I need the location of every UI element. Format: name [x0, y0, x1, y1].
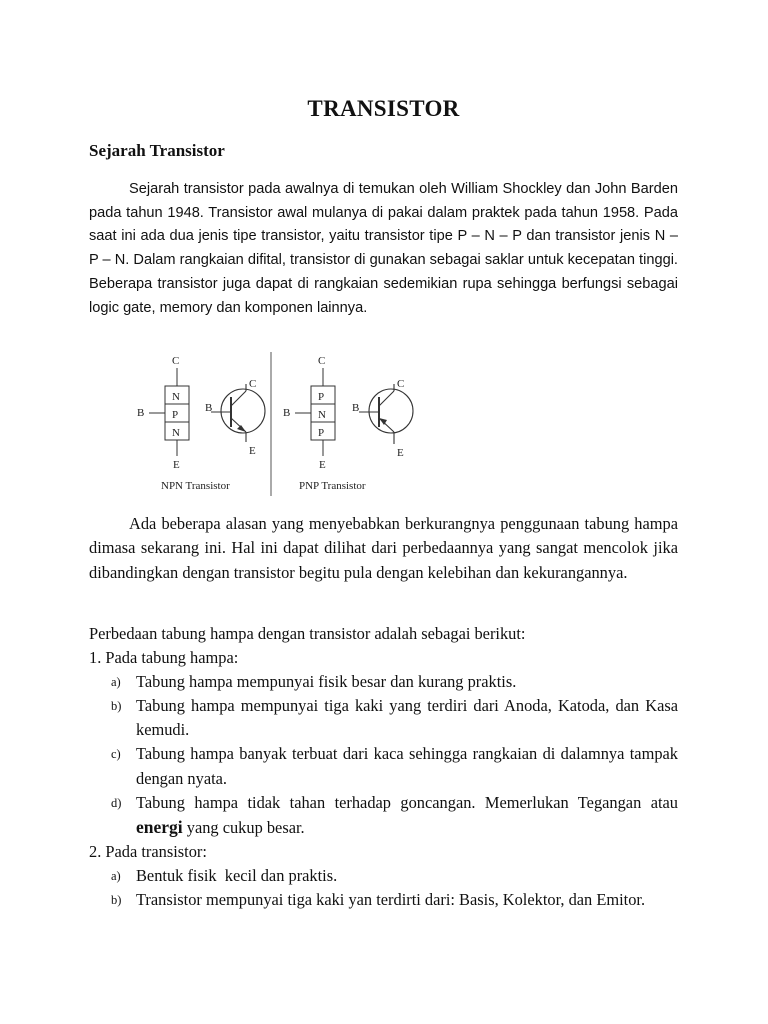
list-item-text: Tabung hampa banyak terbuat dari kaca sehingga rangkaian di dalamnya tampak dengan nyata. — [136, 744, 678, 788]
list-item-text: Transistor mempunyai tiga kaki yan terdirti dari: Basis, Kolektor, dan Emitor. — [136, 890, 646, 910]
pnp-layer-2: N — [318, 409, 326, 421]
npn-layer-3: N — [172, 427, 180, 439]
section-heading: Sejarah Transistor — [89, 141, 225, 160]
list-marker: a) — [111, 675, 121, 690]
npn-layer-block — [149, 368, 189, 456]
npn-terminal-e: E — [173, 459, 180, 471]
list-item — [89, 864, 678, 888]
npn-caption: NPN Transistor — [161, 480, 230, 492]
list-item — [89, 888, 678, 912]
list-item-text-after: yang cukup besar. — [182, 817, 305, 837]
group-heading-transistor: 2. Pada transistor: — [89, 841, 207, 861]
pnp-layer-1: P — [318, 391, 325, 403]
pnp-terminal-b: B — [283, 407, 291, 419]
npn-symbol-b: B — [205, 402, 213, 414]
pnp-layer-block — [295, 368, 335, 456]
list-item-text-before: Tabung hampa tidak tahan terhadap goncangan. Memerlukan Tegangan atau — [136, 792, 678, 812]
npn-emitter-arrow-icon — [237, 425, 246, 432]
pnp-layer-3: P — [318, 427, 325, 439]
pnp-symbol-e: E — [397, 447, 404, 459]
pnp-terminal-e: E — [319, 459, 326, 471]
list-marker: a) — [111, 868, 121, 883]
bold-term: energi — [136, 816, 183, 837]
npn-terminal-c: C — [172, 355, 180, 367]
list-item — [89, 694, 678, 742]
pnp-symbol-icon — [359, 384, 413, 444]
pnp-terminal-c: C — [318, 355, 326, 367]
list-item — [89, 791, 678, 840]
npn-layer-2: P — [172, 409, 179, 421]
intro-paragraph: Sejarah transistor pada awalnya di temukan oleh William Shockley dan John Barden pada tahun 1948. Transistor awal mulanya di pakai dalam praktek pada tahun 1958. Pada saat ini ada dua jenis tipe transistor, yaitu transistor tipe P – N – P dan transistor jenis N – P – N. Dalam rangkaian difital, transistor di gunakan sebagai saklar untuk kecepatan tinggi. Beberapa transistor juga dapat di rangkaian sedemikian rupa sehingga berfungsi sebagai logic gate, memory dan komponen lainnya. — [89, 181, 678, 316]
list-marker: c) — [111, 747, 121, 762]
list-item-text: Tabung hampa mempunyai fisik besar dan kurang praktis. — [136, 672, 517, 692]
npn-symbol-icon — [211, 384, 265, 442]
list-item-text: Bentuk fisik kecil dan praktis. — [136, 865, 338, 885]
group-heading-vacuum-tube: 1. Pada tabung hampa: — [89, 648, 239, 668]
list-item-text: Tabung hampa mempunyai tiga kaki yang terdiri dari Anoda, Katoda, dan Kasa kemudi. — [136, 696, 678, 740]
list-marker: b) — [111, 893, 122, 908]
list-item — [89, 742, 678, 790]
comparison-section — [89, 622, 678, 912]
list-item — [89, 670, 678, 694]
npn-symbol-c: C — [249, 378, 257, 390]
pnp-caption: PNP Transistor — [299, 480, 366, 492]
pnp-symbol-b: B — [352, 402, 360, 414]
comparison-intro: Perbedaan tabung hampa dengan transistor adalah sebagai berikut: — [89, 624, 526, 643]
npn-terminal-b: B — [137, 407, 145, 419]
pnp-symbol-c: C — [397, 378, 405, 390]
transistor-diagram — [135, 350, 435, 500]
document-title: TRANSISTOR — [307, 96, 460, 121]
list-marker: b) — [111, 699, 122, 714]
body-paragraph: Ada beberapa alasan yang menyebabkan berkurangnya penggunaan tabung hampa dimasa sekarang ini. Hal ini dapat dilihat dari perbedaannya yang sangat mencolok jika dibandingkan dengan transistor begitu pula dengan kelebihan dan kekurangannya. — [89, 514, 678, 582]
npn-layer-1: N — [172, 391, 180, 403]
list-marker: d) — [111, 795, 122, 810]
npn-symbol-e: E — [249, 445, 256, 457]
